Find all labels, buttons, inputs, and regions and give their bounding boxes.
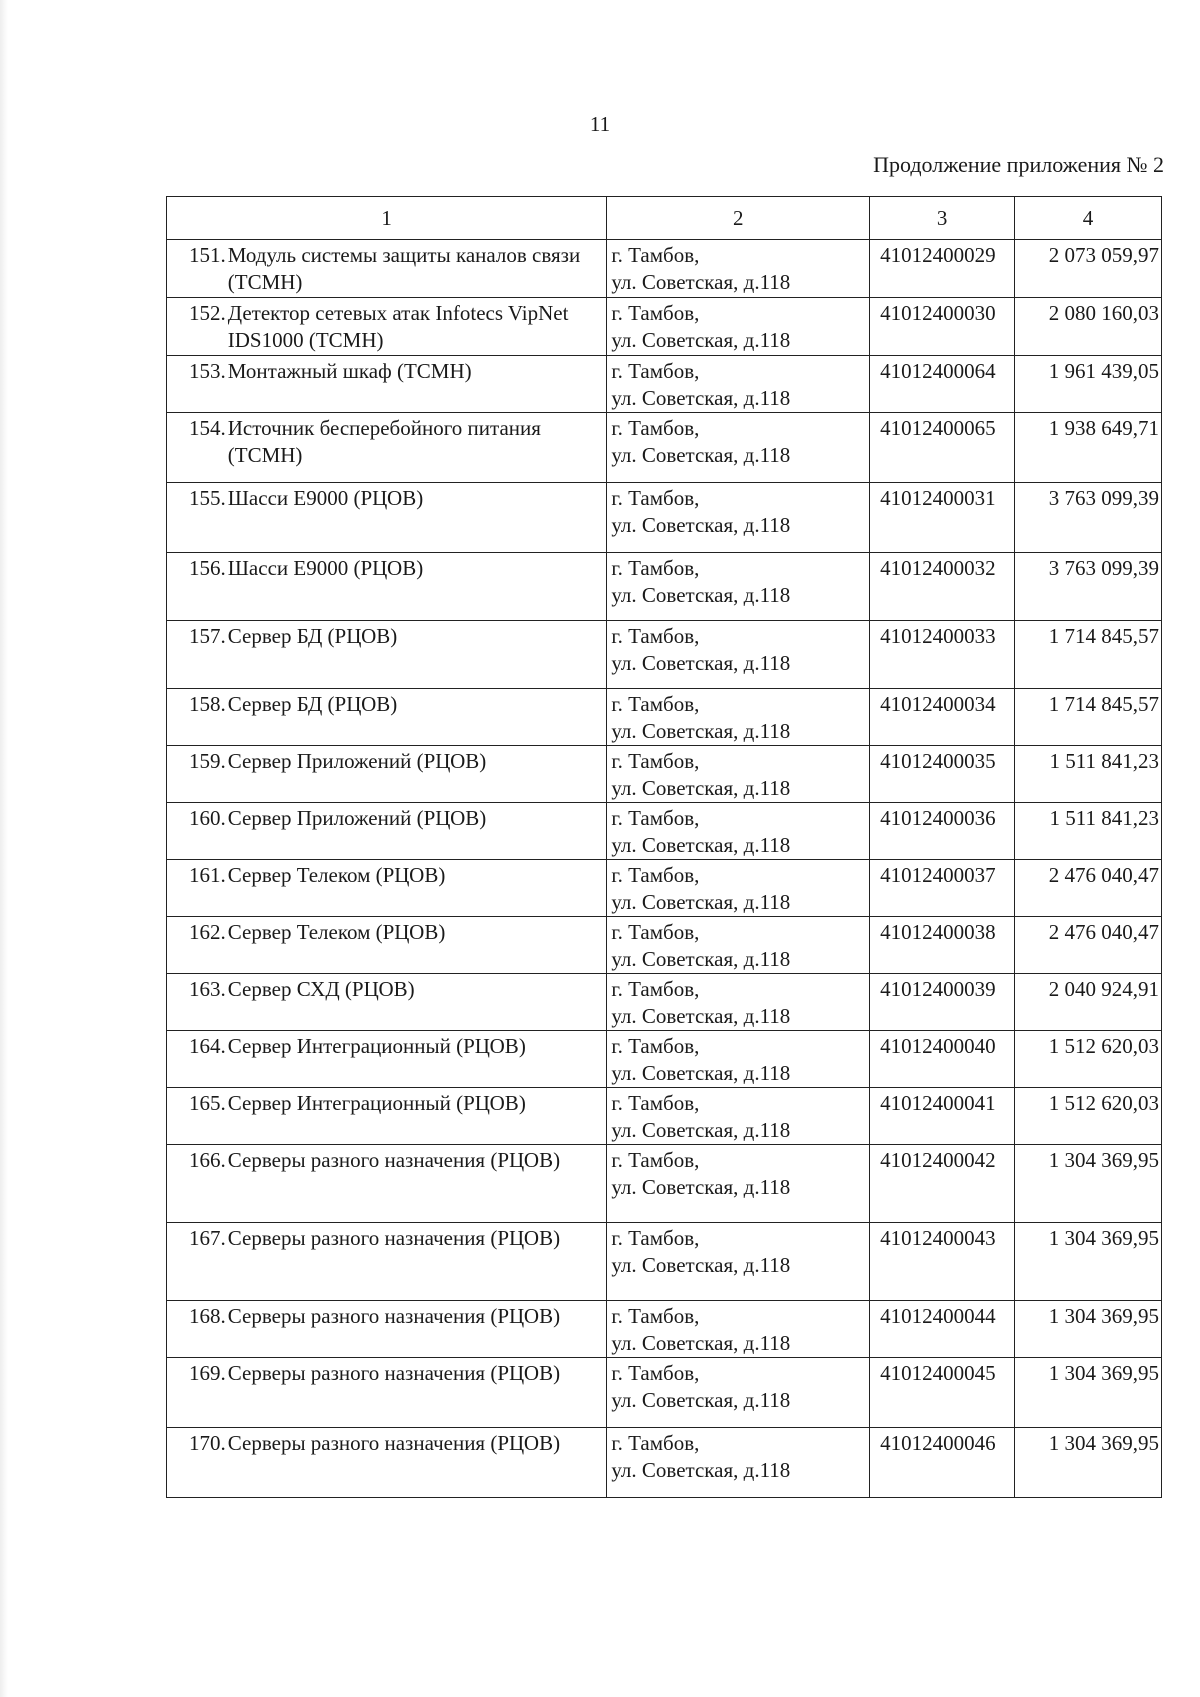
cost-cell xyxy=(1015,1031,1162,1088)
address-city: г. Тамбов, xyxy=(611,556,700,580)
inventory-number: 41012400030 xyxy=(880,301,996,325)
item-name: Серверы разного назначения (РЦОВ) xyxy=(227,1226,561,1250)
address-cell xyxy=(607,1428,870,1498)
address-street: ул. Советская, д.118 xyxy=(611,719,791,743)
address-street: ул. Советская, д.118 xyxy=(611,1388,791,1412)
address-city: г. Тамбов, xyxy=(611,624,700,648)
table-row xyxy=(167,803,1162,860)
inventory-number-cell xyxy=(870,1223,1015,1301)
cost-value: 1 511 841,23 xyxy=(1049,806,1159,830)
cost-value: 2 040 924,91 xyxy=(1048,977,1159,1001)
item-name: Сервер Телеком (РЦОВ) xyxy=(227,863,446,887)
table-row xyxy=(167,356,1162,413)
inventory-number: 41012400065 xyxy=(880,416,996,440)
address-street: ул. Советская, д.118 xyxy=(611,1118,791,1142)
address-cell xyxy=(607,974,870,1031)
address-cell xyxy=(607,1145,870,1223)
address-city: г. Тамбов, xyxy=(611,863,700,887)
item-cell xyxy=(167,1301,607,1358)
item-cell xyxy=(167,1145,607,1223)
address-city: г. Тамбов, xyxy=(611,1226,700,1250)
address-cell xyxy=(607,1088,870,1145)
inventory-number: 41012400037 xyxy=(880,863,996,887)
table-row xyxy=(167,860,1162,917)
address-city: г. Тамбов, xyxy=(611,1361,700,1385)
item-name: Модуль системы защиты каналов связи (ТСМН) xyxy=(227,243,581,294)
address-cell xyxy=(607,298,870,356)
page-number: 11 xyxy=(589,112,611,136)
item-name: Сервер СХД (РЦОВ) xyxy=(227,977,415,1001)
inventory-number-cell xyxy=(870,974,1015,1031)
table-row xyxy=(167,413,1162,483)
column-header-1: 1 xyxy=(167,197,607,240)
cost-value: 1 304 369,95 xyxy=(1048,1431,1159,1455)
address-cell xyxy=(607,1301,870,1358)
address-cell xyxy=(607,483,870,553)
address-street: ул. Советская, д.118 xyxy=(611,1253,791,1277)
address-street: ул. Советская, д.118 xyxy=(611,1061,791,1085)
asset-table xyxy=(166,196,1162,1498)
item-name: Детектор сетевых атак Infotecs VipNet IDS1000 (ТСМН) xyxy=(227,301,569,352)
item-number: 155. xyxy=(189,486,226,510)
address-city: г. Тамбов, xyxy=(611,416,700,440)
cost-value: 2 080 160,03 xyxy=(1048,301,1159,325)
inventory-number: 41012400044 xyxy=(880,1304,996,1328)
table-row xyxy=(167,483,1162,553)
cost-value: 3 763 099,39 xyxy=(1048,486,1159,510)
item-cell xyxy=(167,1088,607,1145)
item-number: 162. xyxy=(189,920,226,944)
inventory-number-cell xyxy=(870,917,1015,974)
table-row xyxy=(167,240,1162,298)
inventory-number: 41012400031 xyxy=(880,486,996,510)
address-street: ул. Советская, д.118 xyxy=(611,1175,791,1199)
table-header-row xyxy=(167,197,1162,240)
table-row xyxy=(167,974,1162,1031)
inventory-number: 41012400046 xyxy=(880,1431,996,1455)
address-street: ул. Советская, д.118 xyxy=(611,1004,791,1028)
item-name: Сервер БД (РЦОВ) xyxy=(227,692,398,716)
scan-edge xyxy=(0,0,8,1697)
address-street: ул. Советская, д.118 xyxy=(611,583,791,607)
item-name: Серверы разного назначения (РЦОВ) xyxy=(227,1304,561,1328)
inventory-number-cell xyxy=(870,356,1015,413)
inventory-number: 41012400040 xyxy=(880,1034,996,1058)
table-row xyxy=(167,1358,1162,1428)
address-street: ул. Советская, д.118 xyxy=(611,443,791,467)
item-cell xyxy=(167,413,607,483)
item-cell xyxy=(167,1031,607,1088)
item-cell xyxy=(167,689,607,746)
cost-cell xyxy=(1015,1223,1162,1301)
cost-cell xyxy=(1015,483,1162,553)
inventory-number-cell xyxy=(870,413,1015,483)
table-row xyxy=(167,1145,1162,1223)
inventory-number-cell xyxy=(870,621,1015,689)
address-cell xyxy=(607,746,870,803)
item-name: Сервер Телеком (РЦОВ) xyxy=(227,920,446,944)
item-number: 167. xyxy=(189,1226,226,1250)
table-row xyxy=(167,1428,1162,1498)
address-city: г. Тамбов, xyxy=(611,1148,700,1172)
address-city: г. Тамбов, xyxy=(611,920,700,944)
item-name: Сервер Приложений (РЦОВ) xyxy=(227,806,487,830)
address-cell xyxy=(607,803,870,860)
address-cell xyxy=(607,621,870,689)
address-city: г. Тамбов, xyxy=(611,692,700,716)
item-number: 168. xyxy=(189,1304,226,1328)
inventory-number-cell xyxy=(870,1358,1015,1428)
table-row xyxy=(167,746,1162,803)
item-cell xyxy=(167,621,607,689)
cost-cell xyxy=(1015,621,1162,689)
cost-value: 1 511 841,23 xyxy=(1049,749,1159,773)
item-number: 157. xyxy=(189,624,226,648)
address-cell xyxy=(607,1358,870,1428)
table-row xyxy=(167,1301,1162,1358)
address-street: ул. Советская, д.118 xyxy=(611,328,791,352)
item-cell xyxy=(167,746,607,803)
address-city: г. Тамбов, xyxy=(611,977,700,1001)
inventory-number-cell xyxy=(870,1428,1015,1498)
inventory-number: 41012400038 xyxy=(880,920,996,944)
item-number: 156. xyxy=(189,556,226,580)
cost-cell xyxy=(1015,1088,1162,1145)
item-cell xyxy=(167,917,607,974)
address-cell xyxy=(607,1223,870,1301)
address-street: ул. Советская, д.118 xyxy=(611,1331,791,1355)
cost-cell xyxy=(1015,298,1162,356)
column-header-4: 4 xyxy=(1015,197,1162,240)
address-city: г. Тамбов, xyxy=(611,1091,700,1115)
address-street: ул. Советская, д.118 xyxy=(611,386,791,410)
table-row xyxy=(167,621,1162,689)
item-name: Серверы разного назначения (РЦОВ) xyxy=(227,1431,561,1455)
item-cell xyxy=(167,298,607,356)
inventory-number: 41012400034 xyxy=(880,692,996,716)
continuation-label: Продолжение приложения № 2 xyxy=(873,152,1164,177)
address-street: ул. Советская, д.118 xyxy=(611,651,791,675)
cost-value: 1 714 845,57 xyxy=(1048,692,1159,716)
address-city: г. Тамбов, xyxy=(611,1304,700,1328)
inventory-number: 41012400032 xyxy=(880,556,996,580)
inventory-number-cell xyxy=(870,483,1015,553)
inventory-number: 41012400029 xyxy=(880,243,996,267)
address-cell xyxy=(607,356,870,413)
cost-cell xyxy=(1015,1358,1162,1428)
inventory-number: 41012400042 xyxy=(880,1148,996,1172)
item-cell xyxy=(167,356,607,413)
item-number: 166. xyxy=(189,1148,226,1172)
inventory-number-cell xyxy=(870,746,1015,803)
cost-value: 1 961 439,05 xyxy=(1048,359,1159,383)
table-row xyxy=(167,689,1162,746)
inventory-number-cell xyxy=(870,689,1015,746)
inventory-number: 41012400039 xyxy=(880,977,996,1001)
column-header-2: 2 xyxy=(607,197,870,240)
cost-cell xyxy=(1015,1145,1162,1223)
cost-value: 1 512 620,03 xyxy=(1048,1091,1159,1115)
address-street: ул. Советская, д.118 xyxy=(611,833,791,857)
cost-value: 1 304 369,95 xyxy=(1048,1304,1159,1328)
item-cell xyxy=(167,240,607,298)
item-number: 159. xyxy=(189,749,226,773)
address-cell xyxy=(607,1031,870,1088)
inventory-number-cell xyxy=(870,1088,1015,1145)
item-cell xyxy=(167,553,607,621)
address-street: ул. Советская, д.118 xyxy=(611,776,791,800)
inventory-number-cell xyxy=(870,1301,1015,1358)
item-cell xyxy=(167,803,607,860)
address-city: г. Тамбов, xyxy=(611,806,700,830)
address-street: ул. Советская, д.118 xyxy=(611,1458,791,1482)
cost-cell xyxy=(1015,356,1162,413)
item-number: 164. xyxy=(189,1034,226,1058)
cost-cell xyxy=(1015,1301,1162,1358)
inventory-number-cell xyxy=(870,860,1015,917)
inventory-number-cell xyxy=(870,298,1015,356)
cost-value: 1 938 649,71 xyxy=(1048,416,1159,440)
item-name: Шасси E9000 (РЦОВ) xyxy=(227,556,424,580)
address-cell xyxy=(607,413,870,483)
item-name: Источник бесперебойного питания (ТСМН) xyxy=(227,416,541,467)
item-number: 152. xyxy=(189,301,226,325)
inventory-number-cell xyxy=(870,1031,1015,1088)
inventory-number: 41012400064 xyxy=(880,359,996,383)
table-row xyxy=(167,1031,1162,1088)
inventory-number-cell xyxy=(870,803,1015,860)
inventory-number: 41012400041 xyxy=(880,1091,996,1115)
inventory-number-cell xyxy=(870,1145,1015,1223)
item-name: Шасси E9000 (РЦОВ) xyxy=(227,486,424,510)
item-number: 170. xyxy=(189,1431,226,1455)
item-cell xyxy=(167,860,607,917)
item-number: 160. xyxy=(189,806,226,830)
item-number: 153. xyxy=(189,359,226,383)
address-street: ул. Советская, д.118 xyxy=(611,947,791,971)
address-city: г. Тамбов, xyxy=(611,1431,700,1455)
address-cell xyxy=(607,917,870,974)
item-cell xyxy=(167,1223,607,1301)
table-row xyxy=(167,298,1162,356)
item-number: 163. xyxy=(189,977,226,1001)
inventory-number-cell xyxy=(870,553,1015,621)
item-name: Серверы разного назначения (РЦОВ) xyxy=(227,1148,561,1172)
cost-cell xyxy=(1015,860,1162,917)
cost-cell xyxy=(1015,1428,1162,1498)
address-cell xyxy=(607,553,870,621)
address-city: г. Тамбов, xyxy=(611,359,700,383)
cost-cell xyxy=(1015,746,1162,803)
address-street: ул. Советская, д.118 xyxy=(611,890,791,914)
cost-value: 1 304 369,95 xyxy=(1048,1361,1159,1385)
item-number: 154. xyxy=(189,416,226,440)
address-city: г. Тамбов, xyxy=(611,486,700,510)
item-number: 161. xyxy=(189,863,226,887)
item-name: Монтажный шкаф (ТСМН) xyxy=(227,359,472,383)
cost-cell xyxy=(1015,413,1162,483)
item-number: 165. xyxy=(189,1091,226,1115)
cost-cell xyxy=(1015,974,1162,1031)
cost-value: 2 073 059,97 xyxy=(1048,243,1159,267)
address-city: г. Тамбов, xyxy=(611,243,700,267)
item-name: Сервер Приложений (РЦОВ) xyxy=(227,749,487,773)
item-cell xyxy=(167,483,607,553)
cost-cell xyxy=(1015,689,1162,746)
cost-value: 1 304 369,95 xyxy=(1048,1148,1159,1172)
item-cell xyxy=(167,1428,607,1498)
address-city: г. Тамбов, xyxy=(611,1034,700,1058)
address-cell xyxy=(607,689,870,746)
address-city: г. Тамбов, xyxy=(611,749,700,773)
cost-cell xyxy=(1015,240,1162,298)
cost-cell xyxy=(1015,803,1162,860)
address-street: ул. Советская, д.118 xyxy=(611,270,791,294)
item-number: 151. xyxy=(189,243,226,267)
cost-value: 2 476 040,47 xyxy=(1048,863,1159,887)
cost-value: 2 476 040,47 xyxy=(1048,920,1159,944)
table-row xyxy=(167,553,1162,621)
inventory-number: 41012400043 xyxy=(880,1226,996,1250)
inventory-number-cell xyxy=(870,240,1015,298)
item-cell xyxy=(167,1358,607,1428)
column-header-3: 3 xyxy=(870,197,1015,240)
cost-cell xyxy=(1015,553,1162,621)
item-cell xyxy=(167,974,607,1031)
cost-value: 3 763 099,39 xyxy=(1048,556,1159,580)
address-cell xyxy=(607,240,870,298)
inventory-number: 41012400033 xyxy=(880,624,996,648)
cost-value: 1 512 620,03 xyxy=(1048,1034,1159,1058)
address-city: г. Тамбов, xyxy=(611,301,700,325)
cost-value: 1 304 369,95 xyxy=(1048,1226,1159,1250)
cost-value: 1 714 845,57 xyxy=(1048,624,1159,648)
cost-cell xyxy=(1015,917,1162,974)
item-name: Серверы разного назначения (РЦОВ) xyxy=(227,1361,561,1385)
inventory-number: 41012400045 xyxy=(880,1361,996,1385)
inventory-number: 41012400035 xyxy=(880,749,996,773)
address-street: ул. Советская, д.118 xyxy=(611,513,791,537)
inventory-number: 41012400036 xyxy=(880,806,996,830)
item-number: 158. xyxy=(189,692,226,716)
address-cell xyxy=(607,860,870,917)
item-name: Сервер Интеграционный (РЦОВ) xyxy=(227,1091,526,1115)
table-row xyxy=(167,917,1162,974)
item-number: 169. xyxy=(189,1361,226,1385)
item-name: Сервер Интеграционный (РЦОВ) xyxy=(227,1034,526,1058)
item-name: Сервер БД (РЦОВ) xyxy=(227,624,398,648)
table-row xyxy=(167,1088,1162,1145)
table-row xyxy=(167,1223,1162,1301)
